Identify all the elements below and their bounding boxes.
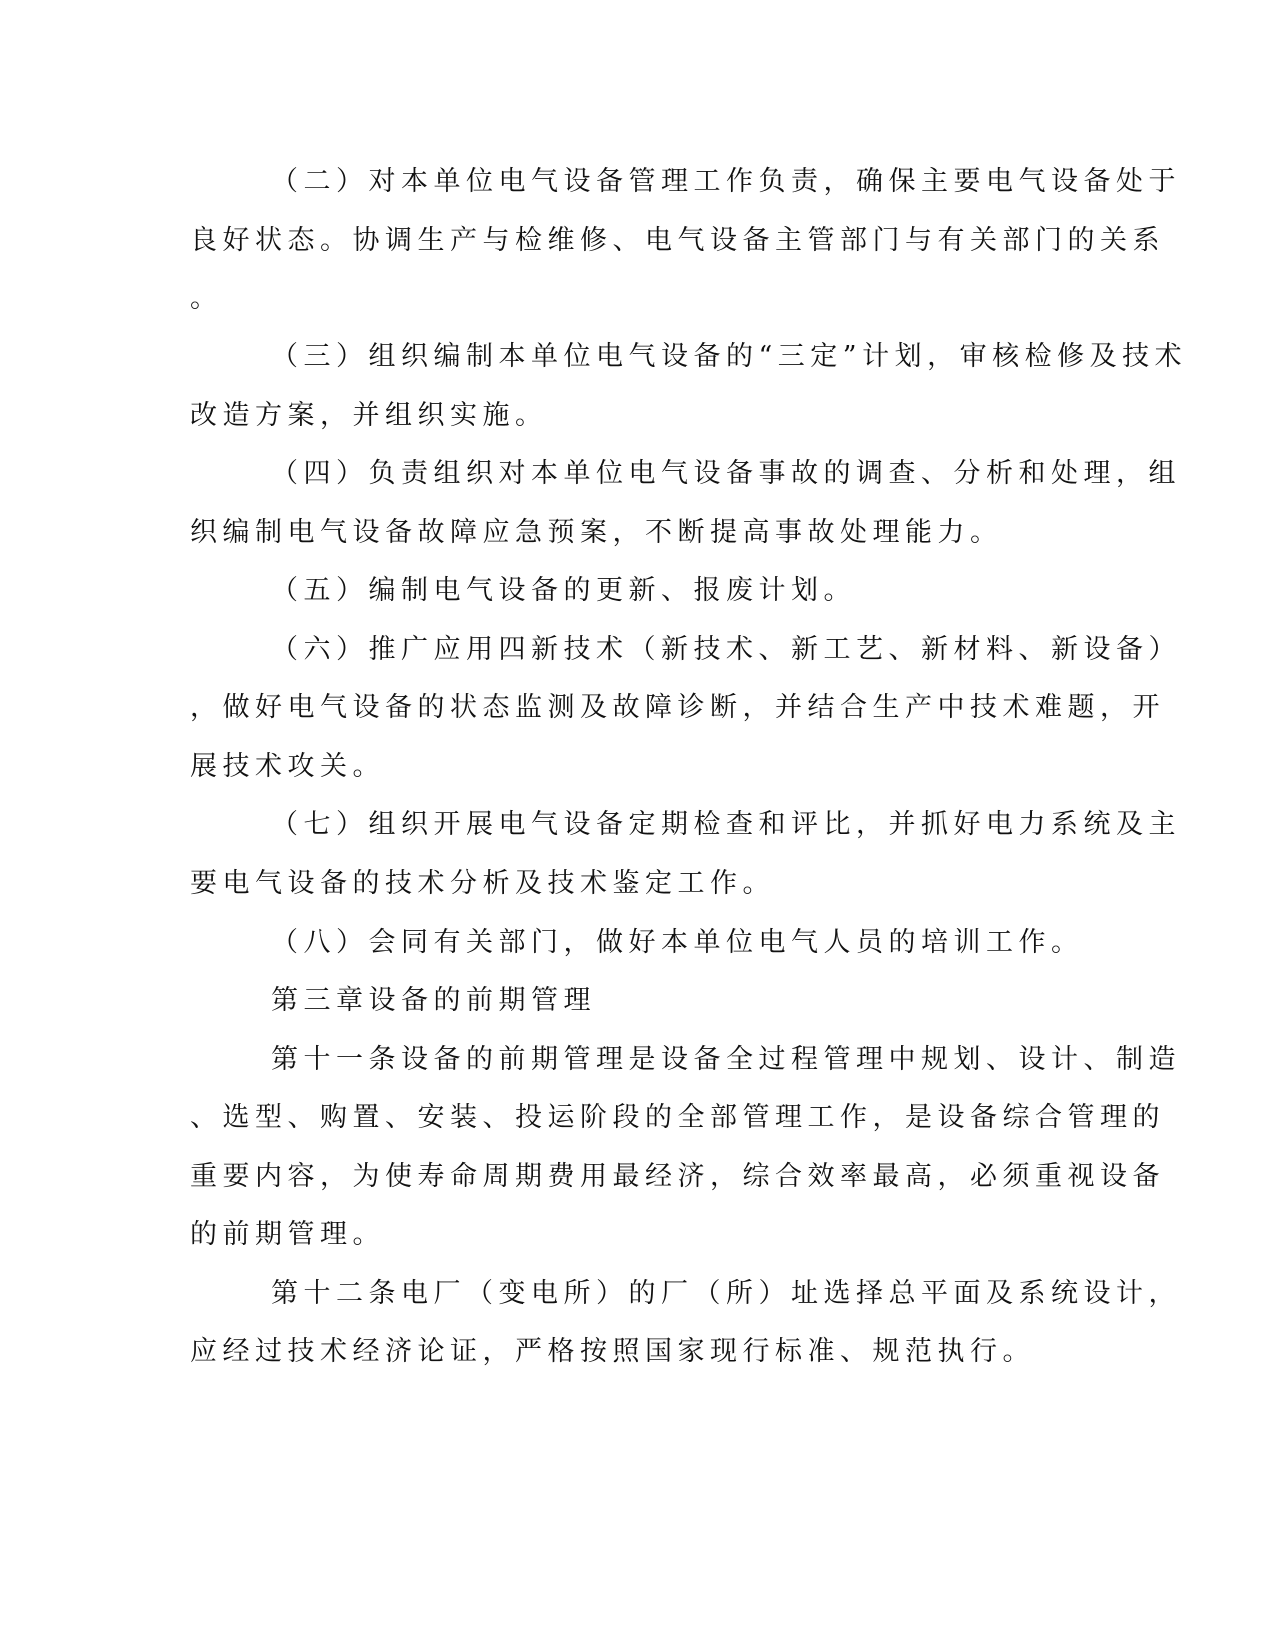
text-line: ，做好电气设备的状态监测及故障诊断，并结合生产中技术难题，开 <box>190 692 1165 723</box>
text-line: （四）负责组织对本单位电气设备事故的调查、分析和处理，组 <box>271 458 1181 489</box>
text-line: （八）会同有关部门，做好本单位电气人员的培训工作。 <box>271 927 1084 958</box>
text-line: 织编制电气设备故障应急预案，不断提高事故处理能力。 <box>190 517 1003 548</box>
text-line: 展技术攻关。 <box>190 751 385 782</box>
text-line: 的前期管理。 <box>190 1219 385 1250</box>
chapter-heading: 第三章设备的前期管理 <box>271 985 596 1016</box>
text-line: （三）组织编制本单位电气设备的“三定”计划，审核检修及技术 <box>271 341 1188 372</box>
text-line: 。 <box>190 283 223 314</box>
text-line: 改造方案，并组织实施。 <box>190 400 548 431</box>
text-line: （七）组织开展电气设备定期检查和评比，并抓好电力系统及主 <box>271 809 1181 840</box>
text-line: 要电气设备的技术分析及技术鉴定工作。 <box>190 868 775 899</box>
text-line: （二）对本单位电气设备管理工作负责，确保主要电气设备处于 <box>271 166 1181 197</box>
text-line: 第十二条电厂（变电所）的厂（所）址选择总平面及系统设计， <box>271 1278 1181 1309</box>
text-line: （五）编制电气设备的更新、报废计划。 <box>271 575 856 606</box>
text-line: 良好状态。协调生产与检维修、电气设备主管部门与有关部门的关系 <box>190 225 1165 256</box>
text-line: 应经过技术经济论证，严格按照国家现行标准、规范执行。 <box>190 1336 1035 1367</box>
text-line: （六）推广应用四新技术（新技术、新工艺、新材料、新设备） <box>271 634 1181 665</box>
text-line: 第十一条设备的前期管理是设备全过程管理中规划、设计、制造 <box>271 1044 1181 1075</box>
text-line: 、选型、购置、安装、投运阶段的全部管理工作，是设备综合管理的 <box>190 1102 1165 1133</box>
text-line: 重要内容，为使寿命周期费用最经济，综合效率最高，必须重视设备 <box>190 1161 1165 1192</box>
